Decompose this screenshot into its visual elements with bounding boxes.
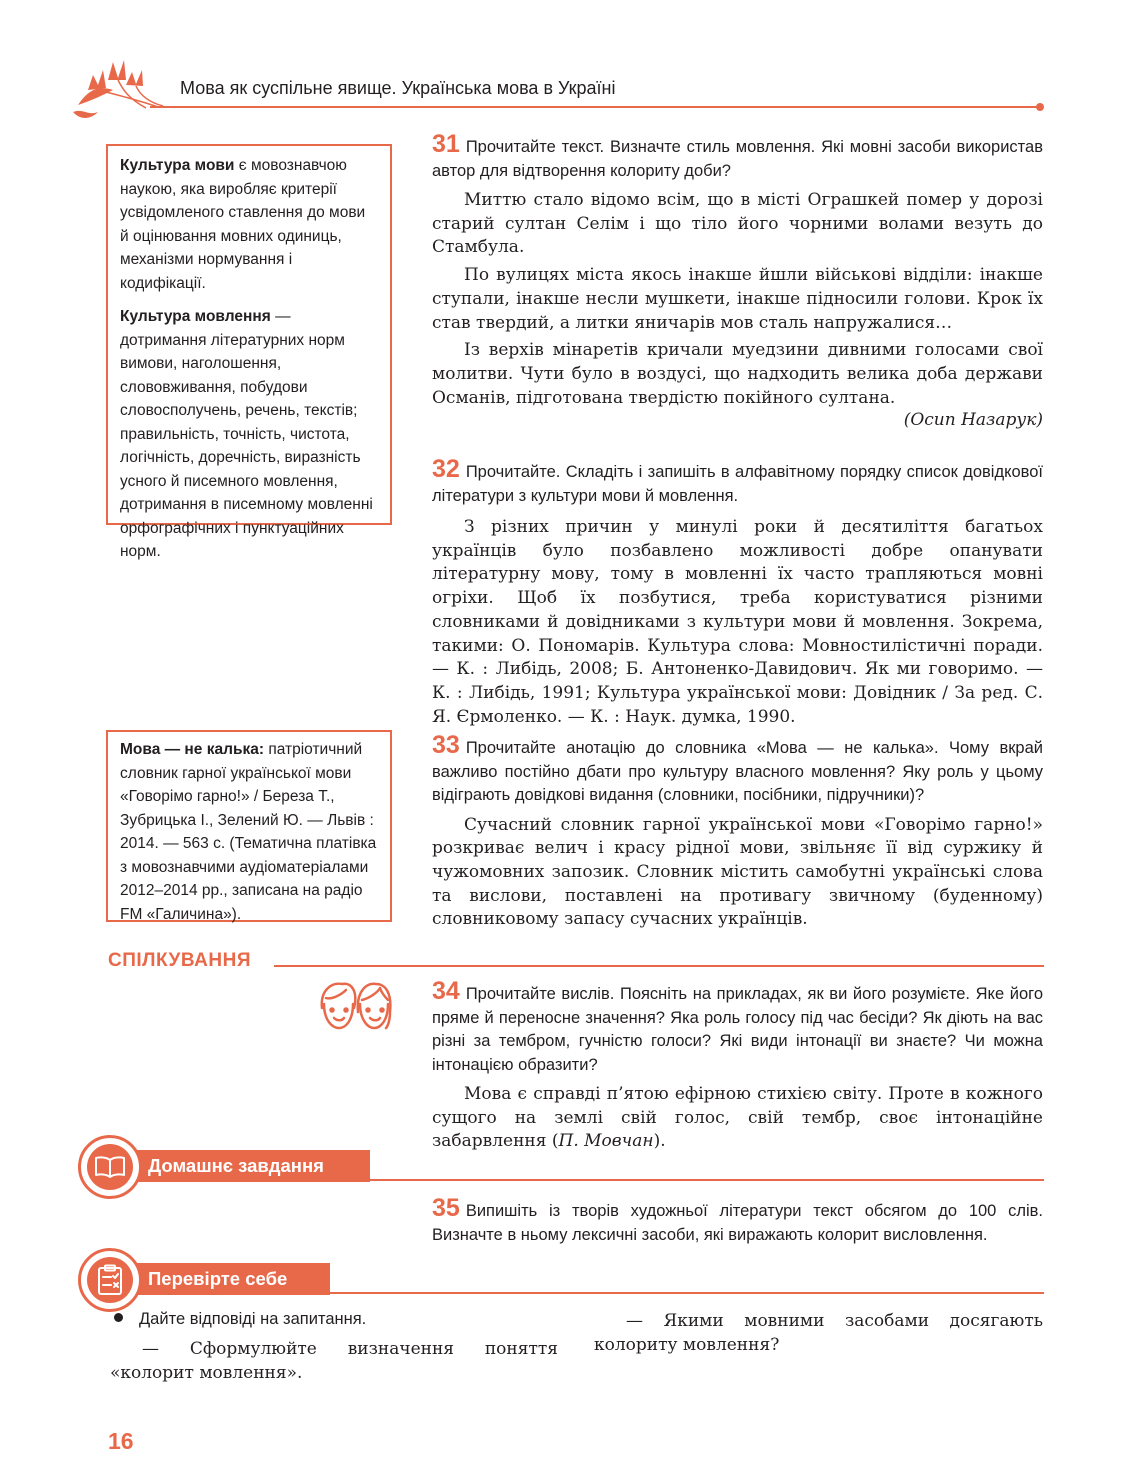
definition-text: є мовознавчою наукою, яка виробляє критерії усвідомленого ставлення до мови й оцінювання мовних одиниць, механізми нормування і кодифікації.	[120, 157, 366, 292]
selfcheck-intro	[110, 1310, 570, 1329]
exercise-31	[432, 132, 1043, 430]
task-text: Випишіть із творів художньої літератури текст обсягом до 100 слів. Визначте в ньому лексичні засоби, які виражають колорит висловлення.	[432, 1202, 1043, 1244]
open-book-icon	[94, 1154, 126, 1180]
reference-annotation	[120, 738, 378, 926]
checklist-icon	[96, 1264, 124, 1296]
exercise-35	[432, 1196, 1043, 1247]
exercise-number: 33	[432, 731, 460, 759]
selfcheck-question: — Сформулюйте визначення поняття «колорит мовлення».	[110, 1339, 558, 1383]
author-name: П. Мовчан	[558, 1131, 654, 1152]
exercise-number: 31	[432, 130, 460, 158]
text-paragraph: Миттю стало відомо всім, що в місті Ограшкей помер у дорозі старий султан Селім і що тіло його чорними волами везуть до Стамбула.	[432, 190, 1043, 258]
text-paragraph: По вулицях міста якось інакше йшли військові відділи: інакше ступали, інакше несли мушкети, інакше підносили голови. Крок їх став твердий, а литки яничарів мов сталь напружалися…	[432, 265, 1043, 333]
exercise-number: 34	[432, 977, 460, 1005]
definition-box	[106, 144, 392, 560]
reference-text: патріотичний словник гарної української мови «Говорімо гарно!» / Береза Т., Зубрицька І., Зелений Ю. — Львів : 2014. — 563 с. (Тематична платівка з мовознавчими аудіоматеріалами 2012–2014 рр., записана на радіо FM «Галичина»).	[120, 741, 377, 923]
two-faces-icon	[316, 978, 394, 1036]
header-divider	[150, 106, 1040, 108]
exercise-number: 32	[432, 455, 460, 483]
bullet-icon	[114, 1313, 123, 1322]
section-heading-selfcheck: Перевірте себе	[110, 1263, 330, 1295]
definition-culture-of-language	[120, 154, 378, 295]
flowers-icon	[68, 50, 178, 120]
exercise-32	[432, 457, 1043, 729]
exercise-task	[432, 132, 1043, 183]
homework-badge	[78, 1135, 142, 1199]
author-name: Осип Назарук	[910, 410, 1037, 431]
task-text: Прочитайте текст. Визначте стиль мовлення. Які мовні засоби використав автор для відтворення колориту доби?	[432, 138, 1043, 180]
task-text: Прочитайте. Складіть і запишіть в алфавітному порядку список довідкової літератури з культури мови й мовлення.	[432, 463, 1043, 505]
selfcheck-question: — Якими мовними засобами досягають колориту мовлення?	[594, 1311, 1043, 1355]
task-text: Прочитайте анотацію до словника «Мова — не калька». Чому вкрай важливо постійно дбати про культуру власного мовлення? Яку роль у цьому відіграють довідкові видання (словники, посібники, підручники)?	[432, 739, 1043, 804]
reference-box	[106, 730, 392, 922]
selfcheck-badge	[78, 1248, 142, 1312]
section-heading-homework: Домашнє завдання	[110, 1150, 370, 1182]
exercise-task	[432, 979, 1043, 1077]
section-heading-communication: СПІЛКУВАННЯ	[108, 950, 251, 971]
quote-end: ).	[653, 1131, 666, 1152]
text-paragraph: Сучасний словник гарної української мови «Говорімо гарно!» розкриває велич і красу рідної мови, звільняє її від суржику й чужомовних запозик. Словник містить самобутні українські слова та вислови, поставлені на противагу звичному (буденному) словниковому запасу сучасних українців.	[432, 814, 1043, 930]
text-paragraph: Із верхів мінаретів кричали муедзини дивними голосами свої молитви. Чути було в воздусі, що надходить велика доба держави Османів, підготована твердістю покійного султана.	[432, 340, 1043, 408]
page-header-title: Мова як суспільне явище. Українська мова в Україні	[180, 78, 616, 98]
header-dot	[1036, 103, 1044, 111]
section-divider	[274, 965, 1044, 967]
term-label: Мова — не калька:	[120, 741, 265, 758]
definition-culture-of-speech	[120, 305, 378, 564]
exercise-task	[432, 457, 1043, 508]
exercise-task	[432, 733, 1043, 808]
page-number: 16	[108, 1428, 134, 1454]
term-label: Культура мовлення	[120, 308, 271, 325]
exercise-number: 35	[432, 1194, 460, 1222]
quote-text: Мова є справді п’ятою ефірною стихією світу. Проте в кожного сущого на землі свій голос, свій тембр, своє інтонаційне забарвлення (	[432, 1084, 1043, 1152]
text-paragraph: З різних причин у минулі роки й десятиліття багатьох українців було позбавлено можливості добре опанувати літературну мову, тому в мовленні їх часто трапляються мовні огріхи. Щоб їх позбутися, треба користуватися різними словниками й довідниками з культури мови й мовлення. Зокрема, такими: О. Пономарів. Культура слова: Мовностилістичні поради. — К. : Либідь, 2008; Б. Антоненко-Давидович. Як ми говоримо. — К. : Либідь, 1991; Культура української мови: Довідник / За ред. С. Я. Єрмоленко. — К. : Наук. думка, 1990.	[432, 517, 1043, 727]
text-paragraph	[432, 1083, 1043, 1154]
author-signature: (Осип Назарук)	[903, 410, 1043, 431]
exercise-task	[432, 1196, 1043, 1247]
exercise-34	[432, 979, 1043, 1154]
task-text: Прочитайте вислів. Поясніть на прикладах, як ви його розумієте. Яке його пряме й переносне значення? Яка роль голосу під час бесіди? Як діють на вас різні за тембром, гучністю голоси? Які види інтонації ви знаєте? Чи можна інтонацією образити?	[432, 985, 1043, 1074]
definition-text: — дотримання літературних норм вимови, наголошення, слововживання, побудови словосполучень, речень, текстів; правильність, точність, чистота, логічність, доречність, виразність усного й писемного мовлення, дотримання в писемному мовленні орфографічних і пунктуаційних норм.	[120, 308, 373, 560]
intro-text: Дайте відповіді на запитання.	[139, 1310, 367, 1328]
term-label: Культура мови	[120, 157, 235, 174]
exercise-33	[432, 733, 1043, 932]
